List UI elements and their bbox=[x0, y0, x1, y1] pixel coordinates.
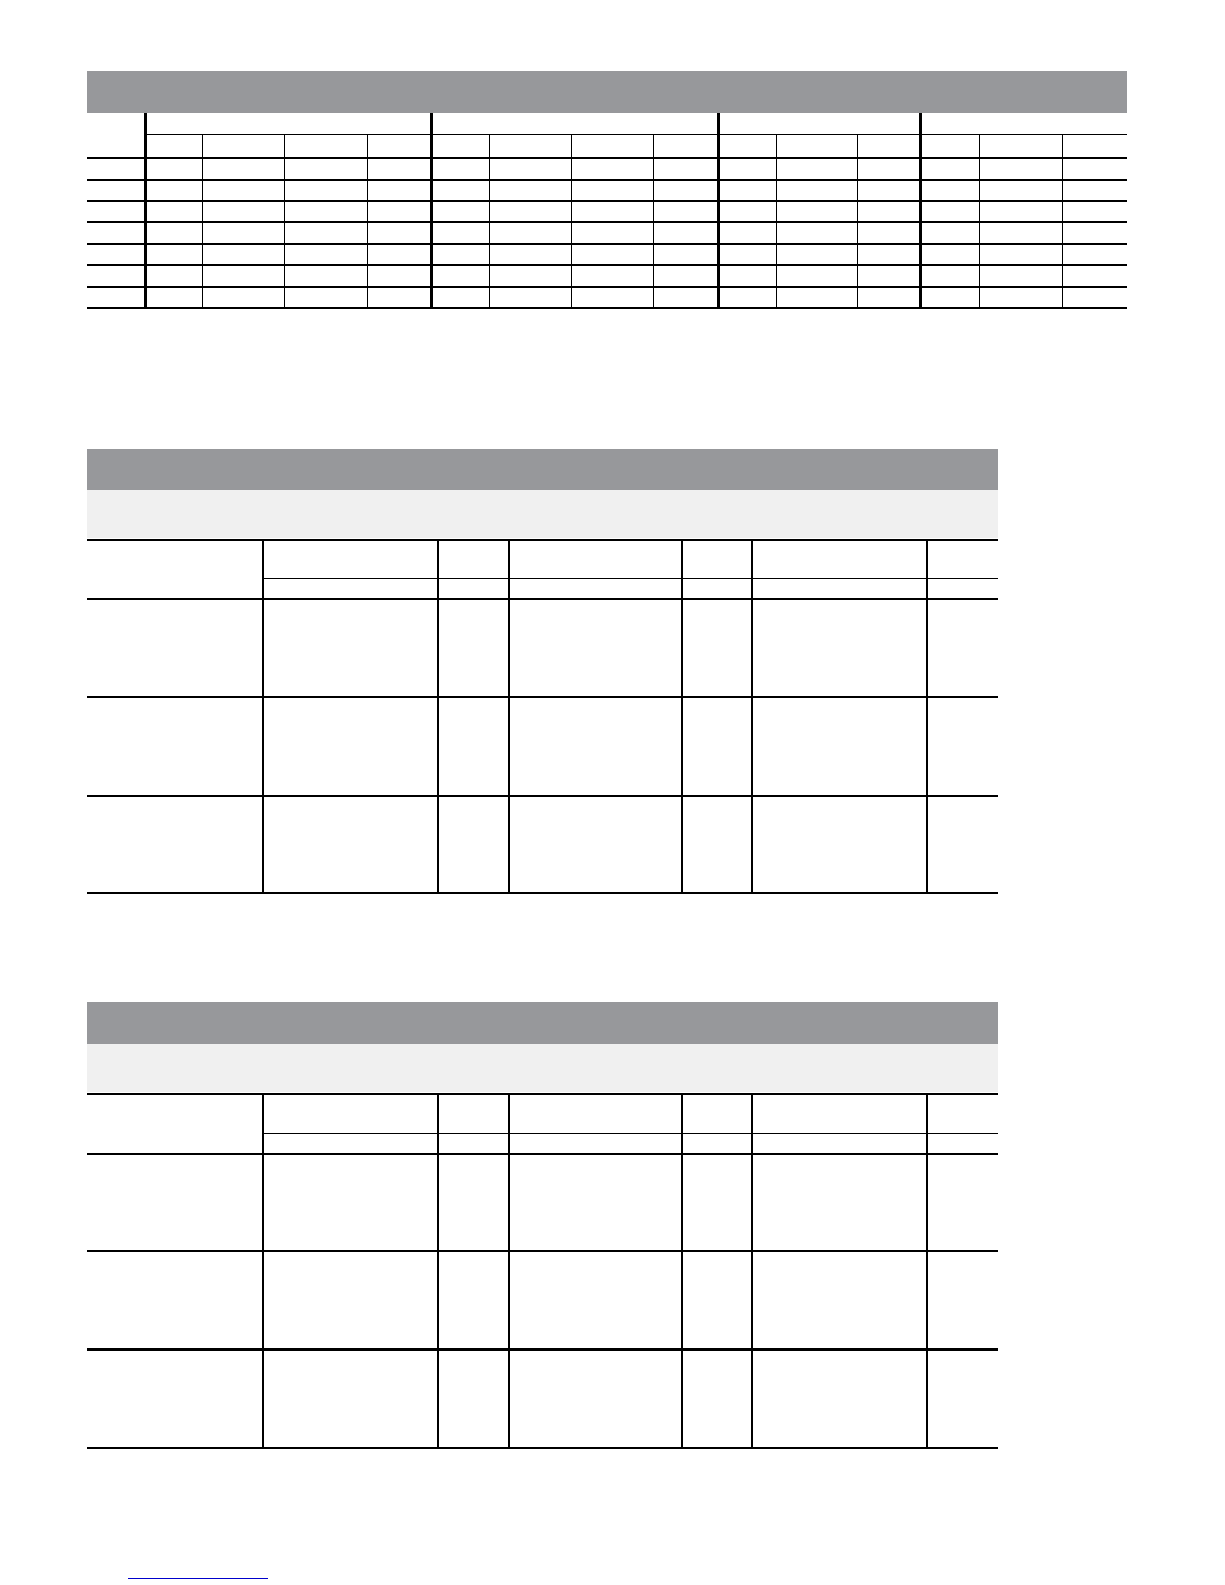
table-1-group-divider bbox=[430, 113, 433, 309]
table-3-col-divider bbox=[508, 1094, 510, 1449]
table-2-col-divider bbox=[508, 540, 510, 894]
table-1-row-rule bbox=[87, 264, 1127, 266]
table-3-row-rule bbox=[87, 1447, 998, 1449]
table-3-col-divider bbox=[681, 1094, 683, 1449]
table-3-subtitle-band bbox=[87, 1044, 998, 1092]
table-1-row-rule bbox=[87, 221, 1127, 223]
table-1-group-rule bbox=[146, 134, 432, 135]
table-1-col-divider bbox=[489, 135, 490, 309]
table-2-row-rule bbox=[87, 696, 998, 698]
table-2-subtitle-band bbox=[87, 490, 998, 538]
table-1-group-rule bbox=[921, 134, 1127, 135]
table-2-row-rule bbox=[87, 892, 998, 894]
table-1-col-divider bbox=[202, 135, 203, 309]
table-2-col-divider bbox=[262, 540, 264, 894]
table-2-col-divider bbox=[926, 540, 928, 894]
table-3-col-divider bbox=[262, 1094, 264, 1449]
table-1-col-divider bbox=[1062, 135, 1063, 309]
table-1-col-divider bbox=[284, 135, 285, 309]
table-1-col-divider bbox=[367, 135, 368, 309]
table-3-col-divider bbox=[926, 1094, 928, 1449]
table-1-group-rule bbox=[432, 134, 719, 135]
footer-link-underline[interactable] bbox=[128, 1578, 268, 1579]
table-1-group-divider bbox=[919, 113, 922, 309]
table-2-title-band bbox=[87, 449, 998, 490]
table-1-group-divider bbox=[144, 113, 147, 309]
table-2-header-subrule bbox=[263, 578, 998, 579]
table-1-row-rule bbox=[87, 286, 1127, 288]
table-1-col-divider bbox=[857, 135, 858, 309]
table-1-row-rule bbox=[87, 243, 1127, 245]
table-3-col-divider bbox=[751, 1094, 753, 1449]
table-2-col-divider bbox=[437, 540, 439, 894]
table-1-group-divider bbox=[717, 113, 720, 309]
table-1-row-rule bbox=[87, 200, 1127, 202]
table-1-col-divider bbox=[776, 135, 777, 309]
table-1-title-band bbox=[87, 71, 1127, 113]
table-1-col-divider bbox=[653, 135, 654, 309]
table-1-group-rule bbox=[719, 134, 921, 135]
table-1-col-divider bbox=[571, 135, 572, 309]
table-3-col-divider bbox=[437, 1094, 439, 1449]
table-3-header-subrule bbox=[263, 1133, 998, 1134]
table-1-row-rule bbox=[87, 179, 1127, 181]
table-2-col-divider bbox=[751, 540, 753, 894]
table-2-header-rule bbox=[87, 539, 998, 541]
table-3-header-bottom-rule bbox=[87, 1153, 998, 1155]
table-3-header-rule bbox=[87, 1093, 998, 1095]
table-3-row-rule bbox=[87, 1250, 998, 1252]
table-2-row-rule bbox=[87, 795, 998, 797]
table-2-header-bottom-rule bbox=[87, 598, 998, 600]
table-1-row-rule bbox=[87, 307, 1127, 309]
table-1-col-divider bbox=[979, 135, 980, 309]
table-3-row-rule bbox=[87, 1348, 998, 1351]
table-3-title-band bbox=[87, 1002, 998, 1044]
table-2-col-divider bbox=[681, 540, 683, 894]
table-1-row-rule bbox=[87, 157, 1127, 159]
